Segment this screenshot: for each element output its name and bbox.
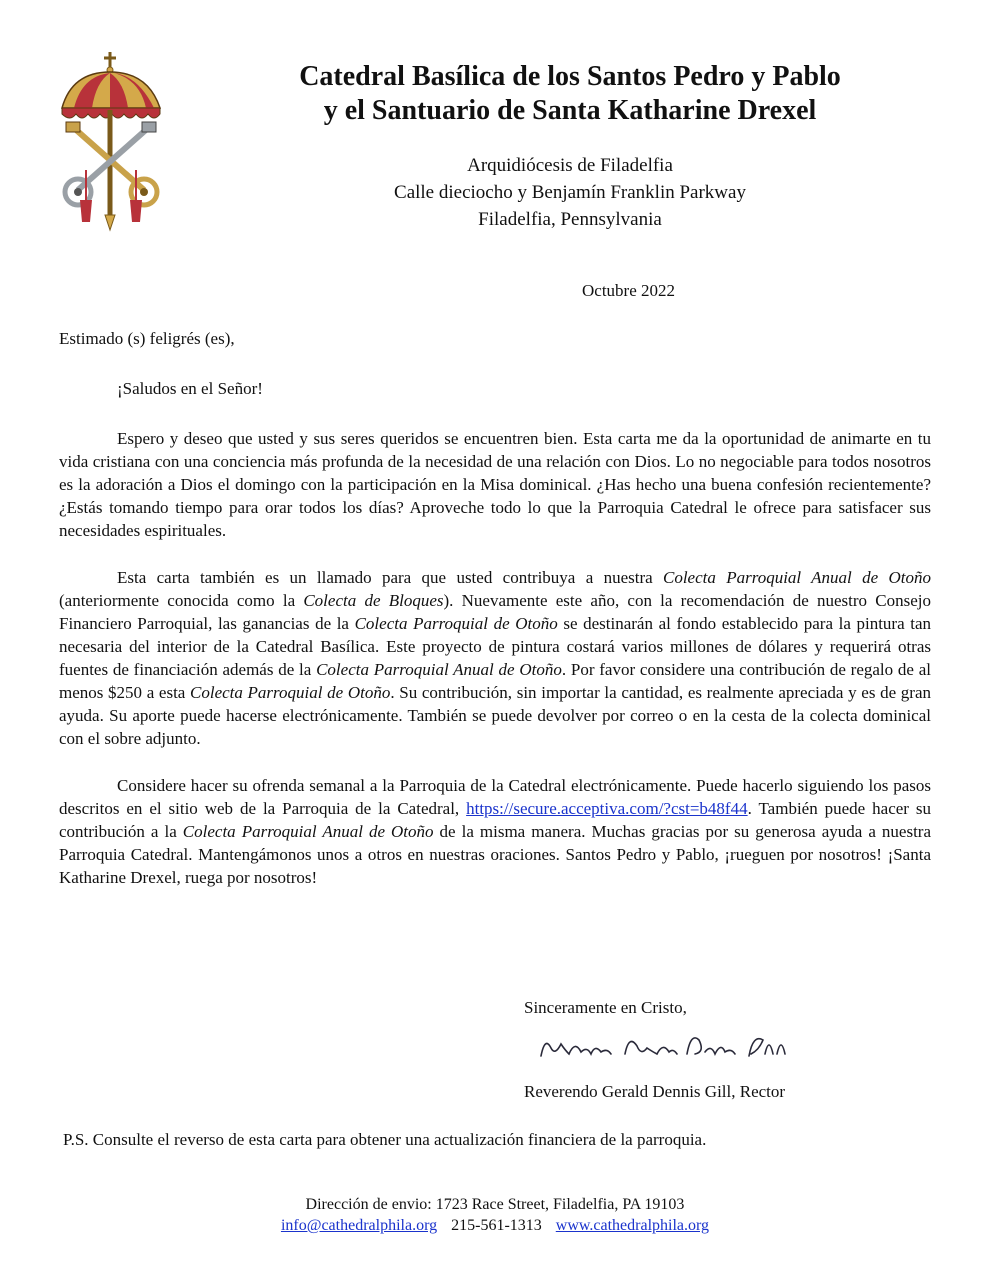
paragraph-1: Espero y deseo que usted y sus seres queridos se encuentren bien. Esta carta me da la oportunidad de animarte en tu vida cristiana con una conciencia más profunda de la necesidad de una relación con Dios. Lo no negociable para todos nosotros es la adoración a Dios el domingo con la participación en la Misa dominical. ¿Has hecho una buena confesión recientemente? ¿Estás tomando tiempo para orar todos los días? Aproveche todo lo que la Parroquia Catedral le ofrece para satisfacer sus necesidades espirituales. [59,429,931,540]
mailing-address: Dirección de envio: 1723 Race Street, Filadelfia, PA 19103 [305,1196,685,1213]
website-link[interactable]: www.cathedralphila.org [555,1217,710,1234]
paragraph-2: Esta carta también es un llamado para que usted contribuya a nuestra Colecta Parroquial Anual de Otoño (anteriormente conocida como la Colecta de Bloques). Nuevamente este año, con la recomendación de nuestro Consejo Financiero Parroquial, las ganancias de la Colecta Parroquial de Otoño se destinarán al fondo establecido para la pintura tan necesaria del interior de la Catedral Basílica. Este proyecto de pintura costará varios millones de dólares y requerirá otras fuentes de financiación además de la Colecta Parroquial Anual de Otoño. Por favor considere una contribución de regalo de al menos $250 a esta Colecta Parroquial de Otoño. Su contribución, sin importar la cantidad, es realmente apreciada y es de gran ayuda. Su aporte puede hacerse electrónicamente. También se puede devolver por correo o en la cesta de la colecta dominical con el sobre adjunto. [59,568,932,748]
greeting: ¡Saludos en el Señor! [117,379,263,398]
street-line: Calle dieciocho y Benjamín Franklin Parkway [394,182,746,203]
donation-link[interactable]: https://secure.acceptiva.com/?cst=b48f44 [466,799,748,818]
title-line-2: y el Santuario de Santa Katharine Drexel [323,95,817,126]
phone-number: 215-561-1313 [451,1217,542,1234]
letterhead-address [300,152,840,233]
title-line-1: Catedral Basílica de los Santos Pedro y Pablo [299,61,841,92]
paragraph-3: Considere hacer su ofrenda semanal a la Parroquia de la Catedral electrónicamente. Puede hacerlo siguiendo los pasos descritos en el sitio web de la Parroquia de la Catedral, https://secure.acceptiva.com/?cst=b48f44. También puede hacer su contribución a la Colecta Parroquial Anual de Otoño de la misma manera. Muchas gracias por su generosa ayuda a nuestra Parroquia Catedral. Mantengámonos unos a otros en nuestras oraciones. Santos Pedro y Pablo, ¡rueguen por nosotros! ¡Santa Katharine Drexel, ruega por nosotros! [59,776,931,887]
letterhead-title [200,60,940,128]
salutation: Estimado (s) feligrés (es), [59,329,235,348]
letter-date: Octubre 2022 [582,281,676,300]
postscript: P.S. Consulte el reverso de esta carta para obtener una actualización financiera de la parroquia. [63,1130,707,1149]
footer [200,1194,790,1236]
contact-row [200,1215,790,1236]
papal-umbraculum-keys-icon [52,50,172,232]
closing: Sinceramente en Cristo, [524,998,687,1017]
handwritten-signature [535,1026,795,1066]
letter-body [59,327,931,913]
email-link[interactable]: info@cathedralphila.org [280,1217,438,1234]
signer-name: Reverendo Gerald Dennis Gill, Rector [524,1082,786,1101]
archdiocese-line: Arquidiócesis de Filadelfia [467,155,673,176]
city-line: Filadelfia, Pennsylvania [478,209,662,230]
